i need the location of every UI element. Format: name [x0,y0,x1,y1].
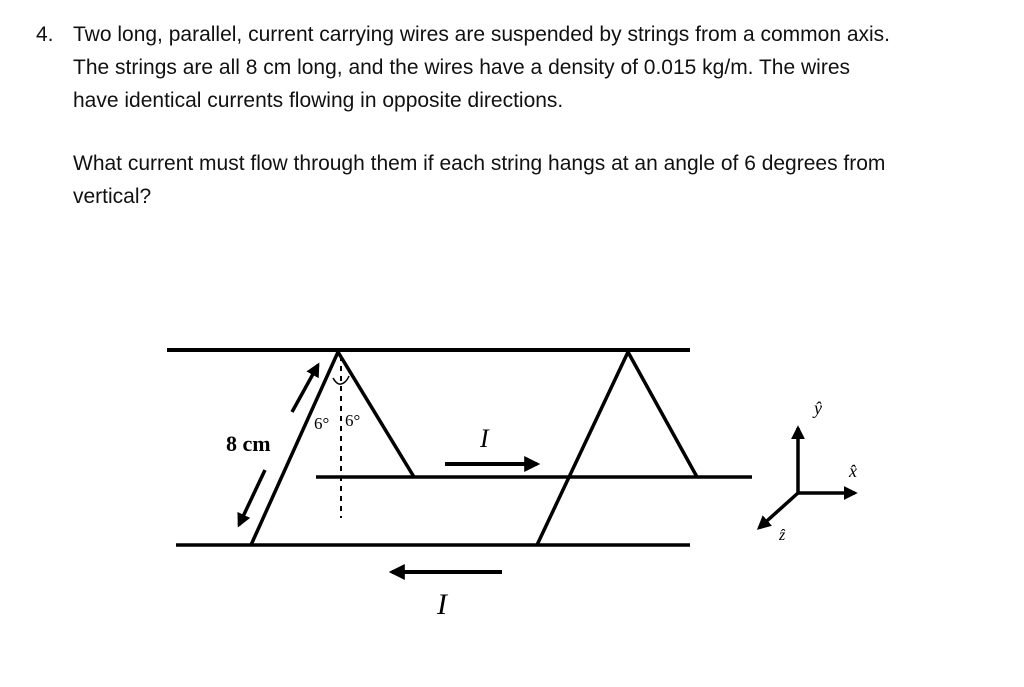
current-label-top: I [480,424,489,453]
question-line: What current must flow through them if each string hangs at an angle of 6 degrees from [73,152,886,175]
right-front-string [537,352,628,545]
z-axis-label: ẑ [779,527,786,544]
right-rear-string [628,352,697,477]
angle-arc-right [341,376,349,384]
length-arrow-down [239,470,265,525]
angle-label-right: 6° [345,411,361,430]
current-label-bottom: I [437,588,447,621]
problem-number: 4. [36,23,54,46]
y-axis-label: ŷ [814,398,822,418]
statement-line: have identical currents flowing in opposite directions. [73,89,564,112]
statement-line: Two long, parallel, current carrying wires are suspended by strings from a common axis. [73,23,891,46]
angle-label-left: 6° [314,414,330,433]
statement-line: The strings are all 8 cm long, and the wires have a density of 0.015 kg/m. The wires [73,56,850,79]
question-line: vertical? [73,185,152,208]
length-label: 8 cm [226,431,271,456]
angle-arc-left [333,378,341,384]
z-axis-arrow [759,493,798,528]
x-axis-label: x̂ [849,461,857,481]
